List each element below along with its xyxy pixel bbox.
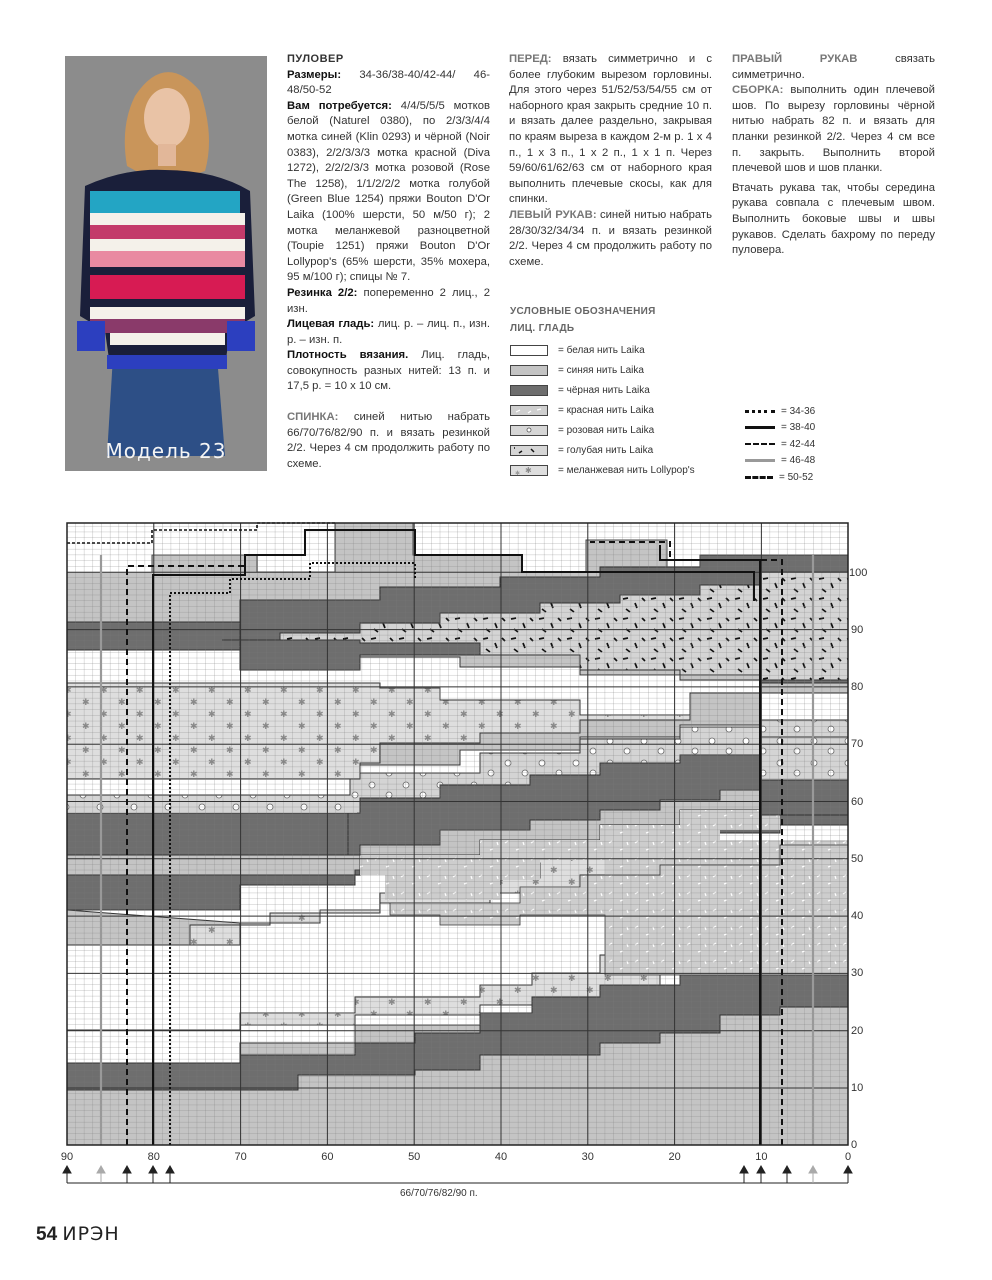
back-value: синей нитью набрать 66/70/76/82/90 п. и вязать резинкой 2/2. Через 4 см продолжить работу по схеме. [287, 411, 490, 470]
sizes-label: Размеры: [287, 68, 342, 81]
row-label: 80 [851, 681, 864, 693]
white-yarn-swatch [510, 345, 548, 356]
row-label: 90 [851, 624, 864, 636]
size-label: = 42-44 [781, 438, 816, 450]
row-label: 10 [851, 1082, 864, 1094]
stitch-label: 60 [321, 1151, 334, 1163]
legend-subheading: ЛИЦ. ГЛАДЬ [510, 323, 575, 334]
finish-value: Втачать рукава так, чтобы середина рукава совпала с плечевым швом. Выполнить боковые швы и швы рукавов. Сделать бахрому по переду пуловера. [732, 181, 935, 257]
stitch-axis-labels [61, 1151, 851, 1163]
size-label: = 34-36 [781, 405, 816, 417]
assembly-label: СБОРКА: [732, 84, 784, 97]
rib-value: попеременно 2 лиц., 2 изн. [287, 286, 491, 315]
model-caption: Модель 23 [105, 439, 227, 463]
stitch-label: 30 [581, 1151, 594, 1163]
legend-item [510, 460, 740, 480]
chart-grid [60, 515, 880, 1195]
page-number: 54 [36, 1224, 58, 1245]
row-label: 50 [851, 853, 864, 865]
right-sleeve-value: связать симметрично. [732, 53, 936, 81]
model-photo [65, 56, 267, 471]
stockinette-label: Лицевая гладь: [287, 318, 375, 331]
needed-label: Вам потребуется: [287, 99, 392, 112]
row-label: 30 [851, 967, 864, 979]
front-label: ПЕРЕД: [509, 53, 552, 65]
size-legend-item [745, 420, 815, 437]
legend-label: = голубая нить Laika [558, 444, 654, 456]
text-column-2-body [509, 52, 712, 270]
size-legend-item [745, 469, 815, 486]
sizes-value: 34-36/38-40/42-44/ 46-48/50-52 [287, 68, 491, 97]
legend-item [510, 360, 740, 380]
legend-label: = синяя нить Laika [558, 364, 644, 376]
size-legend-item [745, 436, 815, 453]
stitch-label: 40 [494, 1151, 508, 1163]
page-footer [36, 1223, 120, 1246]
solid-line-icon [745, 426, 775, 429]
stitch-label: 0 [844, 1151, 852, 1163]
black-yarn-swatch [510, 385, 548, 396]
row-label: 100 [849, 567, 868, 579]
sweater-illustration [65, 56, 267, 471]
left-sleeve-label: ЛЕВЫЙ РУКАВ: [509, 208, 597, 221]
stockinette-value: лиц. р. – лиц. п., изн. р. – изн. п. [287, 318, 490, 346]
stitch-label: 80 [147, 1151, 160, 1163]
row-label: 20 [851, 1025, 864, 1037]
gray-line-icon [745, 459, 775, 462]
legend-item [510, 440, 740, 460]
gauge-label: Плотность вязания. [287, 349, 409, 362]
row-label: 40 [851, 910, 864, 922]
stitch-label: 10 [755, 1151, 768, 1163]
size-line-legend [745, 403, 815, 486]
text-column-1 [287, 52, 490, 472]
row-label: 0 [851, 1139, 858, 1151]
size-label: = 38-40 [781, 422, 816, 434]
front-value: вязать симметрично и с более глубоким вырезом горловины. Для этого через 51/52/53/54/55 см от наборного края закрыть средние 10 п. и вязать далее раздельно, закрывая по краям выреза в каждом 2-м р. 1 х 4 п., 1 х 3 п., 1 х 2 п., 1 х 1 п. Через 59/60/61/62/63 см от наборного края выполнить плечевые скосы, как для спинки. [509, 53, 713, 206]
legend-heading: УСЛОВНЫЕ ОБОЗНАЧЕНИЯ [510, 306, 656, 317]
legend-label: = белая нить Laika [558, 344, 645, 356]
stitch-label: 50 [408, 1151, 421, 1163]
size-arrows [63, 1166, 852, 1183]
pink-yarn-swatch [510, 425, 548, 436]
stitch-count-note: 66/70/76/82/90 п. [400, 1188, 478, 1199]
size-label: = 50-52 [779, 471, 814, 483]
magazine-name: ИРЭН [62, 1223, 120, 1245]
back-label: СПИНКА: [287, 411, 339, 424]
rib-label: Резинка 2/2: [287, 286, 358, 299]
svg-text:✱: ✱ [525, 465, 532, 475]
melange-yarn-swatch [510, 465, 548, 476]
legend-item [510, 400, 740, 420]
size-legend-item [745, 403, 815, 420]
row-axis-labels [849, 567, 867, 1151]
size-legend-item [745, 453, 815, 470]
dotted-line-icon [745, 410, 775, 413]
dashed-line-icon [745, 443, 775, 445]
gauge-value: Лиц. гладь, совокупность разных нитей: 13 п. и 17,5 р. = 10 x 10 см. [287, 349, 490, 393]
right-sleeve-label: ПРАВЫЙ РУКАВ [732, 53, 858, 65]
red-yarn-swatch [510, 405, 548, 416]
legend-item [510, 420, 740, 440]
legend-label: = розовая нить Laika [558, 424, 655, 436]
stitch-label: 90 [60, 1151, 74, 1163]
blue-yarn-swatch [510, 365, 548, 376]
svg-text:✱: ✱ [515, 469, 521, 475]
gray-size-arrows [97, 1166, 817, 1183]
legend-item [510, 380, 740, 400]
legend-label: = меланжевая нить Lollypop's [558, 464, 695, 476]
stitch-label: 70 [234, 1151, 247, 1163]
legend-item [510, 340, 740, 360]
assembly-value: выполнить один плечевой шов. По вырезу горловины чёрной нитью набрать 82 п. и вязать для планки резинкой 2/2. Через 4 см все п. закрыть. Выполнить второй плечевой шов и шов планки. [732, 84, 935, 175]
knitting-chart [60, 515, 880, 1200]
article-title: ПУЛОВЕР [287, 53, 344, 65]
stitch-label: 20 [668, 1151, 681, 1163]
text-column-2 [509, 0, 712, 6]
text-column-3 [732, 52, 935, 259]
dense-dashed-line-icon [745, 476, 773, 479]
row-label: 70 [851, 738, 864, 750]
legend-label: = чёрная нить Laika [558, 384, 650, 396]
needed-value: 4/4/5/5/5 мотков белой (Naturel 0380), по 2/3/3/4/4 мотка синей (Klin 0293) и чёрной (Noir 0383), 2/2/3/3/3 мотка красной (Diva 1272), 2/2/2/3/3 мотка розовой (Rose The 1258), 1/1/2/2/2 мотка голубой (Green Blue 1254) пряжи Bouton D'Or Laika (100% шерсти, 50 м/50 г); 2 мотка меланжевой разноцветной (Toupie 1251) пряжи Bouton D'Or Lollypop's (65% шерсти, 35% мохера, 95 м/100 г); спицы № 7. [287, 99, 490, 284]
size-label: = 46-48 [781, 455, 816, 467]
row-label: 60 [851, 796, 864, 808]
symbol-legend [510, 306, 740, 480]
left-sleeve-value: синей нитью набрать 28/30/32/34/34 п. и вязать резинкой 2/2. Через 4 см продолжить работу по схеме. [509, 208, 712, 268]
legend-label: = красная нить Laika [558, 404, 654, 416]
light-blue-yarn-swatch [510, 445, 548, 456]
